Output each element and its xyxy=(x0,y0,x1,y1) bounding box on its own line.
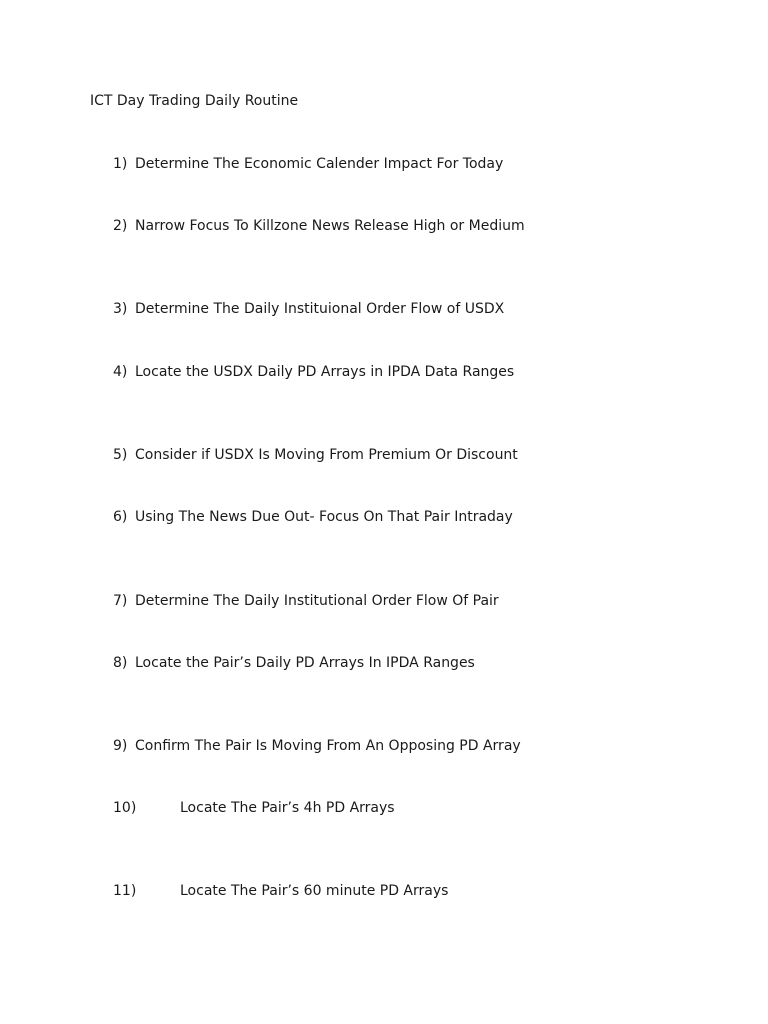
list-item-number: 11) xyxy=(113,883,137,899)
document-title: ICT Day Trading Daily Routine xyxy=(90,93,299,109)
list-item-text: Locate the USDX Daily PD Arrays in IPDA Data Ranges xyxy=(135,364,515,380)
list-item-number: 5) xyxy=(113,447,128,463)
list-item-number: 10) xyxy=(113,800,137,816)
list-item-number: 6) xyxy=(113,509,128,525)
list-item-text: Confirm The Pair Is Moving From An Opposing PD Array xyxy=(135,738,521,754)
list-item-number: 7) xyxy=(113,593,128,609)
list-item-number: 9) xyxy=(113,738,128,754)
list-item-text: Locate The Pair’s 60 minute PD Arrays xyxy=(180,883,449,899)
list-item-number: 3) xyxy=(113,301,128,317)
list-item-text: Determine The Daily Institutional Order Flow Of Pair xyxy=(135,593,499,609)
list-item-text: Determine The Economic Calender Impact For Today xyxy=(135,156,504,172)
list-item-text: Using The News Due Out- Focus On That Pair Intraday xyxy=(135,509,513,525)
list-item-number: 2) xyxy=(113,218,128,234)
list-item-number: 1) xyxy=(113,156,128,172)
list-item-text: Consider if USDX Is Moving From Premium Or Discount xyxy=(135,447,518,463)
list-item-text: Locate The Pair’s 4h PD Arrays xyxy=(180,800,395,816)
list-item-text: Narrow Focus To Killzone News Release High or Medium xyxy=(135,218,525,234)
list-item-text: Locate the Pair’s Daily PD Arrays In IPDA Ranges xyxy=(135,655,475,671)
list-item-number: 4) xyxy=(113,364,128,380)
list-item-number: 8) xyxy=(113,655,128,671)
list-item-text: Determine The Daily Instituional Order Flow of USDX xyxy=(135,301,505,317)
